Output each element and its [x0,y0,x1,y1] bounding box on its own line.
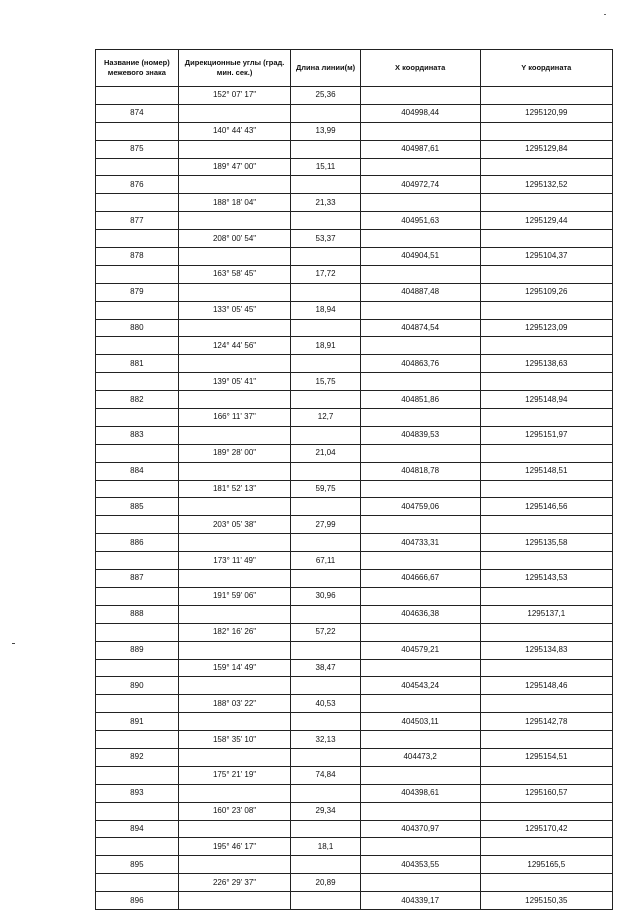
y-coordinate-cell: 1295135,58 [480,534,612,552]
header-marker-name: Название (номер) межевого знака [96,50,179,87]
empty-cell [291,355,360,373]
empty-cell [480,587,612,605]
x-coordinate-cell: 404543,24 [360,677,480,695]
empty-cell [360,480,480,498]
table-row [96,230,613,248]
empty-cell [480,695,612,713]
empty-cell [96,265,179,283]
marker-name-cell: 876 [96,176,179,194]
empty-cell [291,820,360,838]
x-coordinate-cell: 404874,54 [360,319,480,337]
empty-cell [480,265,612,283]
empty-cell [480,516,612,534]
line-length-cell: 20,89 [291,874,360,892]
empty-cell [480,659,612,677]
empty-cell [480,337,612,355]
table-row [96,641,613,659]
empty-cell [291,534,360,552]
table-row [96,766,613,784]
y-coordinate-cell: 1295160,57 [480,784,612,802]
x-coordinate-cell: 404839,53 [360,426,480,444]
x-coordinate-cell: 404733,31 [360,534,480,552]
x-coordinate-cell: 404818,78 [360,462,480,480]
empty-cell [96,659,179,677]
empty-cell [96,230,179,248]
empty-cell [178,176,291,194]
marker-name-cell: 877 [96,212,179,230]
line-length-cell: 30,96 [291,587,360,605]
direction-angle-cell: 139° 05' 41" [178,373,291,391]
direction-angle-cell: 166° 11' 37" [178,409,291,427]
x-coordinate-cell: 404339,17 [360,892,480,910]
table-row [96,677,613,695]
marker-name-cell: 887 [96,570,179,588]
table-row [96,283,613,301]
table-row [96,319,613,337]
x-coordinate-cell: 404579,21 [360,641,480,659]
marker-name-cell: 874 [96,104,179,122]
line-length-cell: 57,22 [291,623,360,641]
header-x-coordinate: X координата [360,50,480,87]
x-coordinate-cell: 404503,11 [360,713,480,731]
empty-cell [178,605,291,623]
empty-cell [291,784,360,802]
empty-cell [178,426,291,444]
table-row [96,695,613,713]
direction-angle-cell: 124° 44' 56" [178,337,291,355]
empty-cell [480,802,612,820]
marker-name-cell: 890 [96,677,179,695]
table-row [96,176,613,194]
line-length-cell: 18,91 [291,337,360,355]
y-coordinate-cell: 1295148,46 [480,677,612,695]
table-row [96,570,613,588]
scan-mark [604,14,606,15]
header-line-length: Длина линии(м) [291,50,360,87]
y-coordinate-cell: 1295170,42 [480,820,612,838]
empty-cell [480,623,612,641]
table-row [96,820,613,838]
empty-cell [360,766,480,784]
direction-angle-cell: 173° 11' 49" [178,552,291,570]
empty-cell [360,552,480,570]
empty-cell [480,409,612,427]
table-row [96,462,613,480]
empty-cell [178,713,291,731]
empty-cell [480,444,612,462]
marker-name-cell: 895 [96,856,179,874]
empty-cell [96,409,179,427]
x-coordinate-cell: 404636,38 [360,605,480,623]
empty-cell [291,283,360,301]
table-row [96,802,613,820]
empty-cell [480,731,612,749]
empty-cell [178,784,291,802]
y-coordinate-cell: 1295104,37 [480,248,612,266]
table-row [96,748,613,766]
empty-cell [360,802,480,820]
x-coordinate-cell: 404851,86 [360,391,480,409]
table-row [96,122,613,140]
marker-name-cell: 888 [96,605,179,623]
empty-cell [178,283,291,301]
x-coordinate-cell: 404972,74 [360,176,480,194]
table-row [96,516,613,534]
empty-cell [480,552,612,570]
line-length-cell: 53,37 [291,230,360,248]
empty-cell [96,480,179,498]
x-coordinate-cell: 404370,97 [360,820,480,838]
empty-cell [291,212,360,230]
table-row [96,140,613,158]
direction-angle-cell: 189° 28' 00" [178,444,291,462]
empty-cell [480,158,612,176]
empty-cell [360,265,480,283]
direction-angle-cell: 226° 29' 37" [178,874,291,892]
table-row [96,498,613,516]
x-coordinate-cell: 404998,44 [360,104,480,122]
empty-cell [360,659,480,677]
empty-cell [96,587,179,605]
line-length-cell: 17,72 [291,265,360,283]
marker-name-cell: 893 [96,784,179,802]
y-coordinate-cell: 1295138,63 [480,355,612,373]
empty-cell [360,516,480,534]
table-header-row [96,50,613,87]
table-row [96,874,613,892]
table-row [96,480,613,498]
marker-name-cell: 883 [96,426,179,444]
empty-cell [291,426,360,444]
marker-name-cell: 882 [96,391,179,409]
marker-name-cell: 875 [96,140,179,158]
empty-cell [96,516,179,534]
empty-cell [291,319,360,337]
x-coordinate-cell: 404666,67 [360,570,480,588]
marker-name-cell: 880 [96,319,179,337]
scan-mark [12,643,15,644]
empty-cell [360,587,480,605]
x-coordinate-cell: 404759,06 [360,498,480,516]
y-coordinate-cell: 1295129,84 [480,140,612,158]
y-coordinate-cell: 1295148,94 [480,391,612,409]
x-coordinate-cell: 404904,51 [360,248,480,266]
marker-name-cell: 889 [96,641,179,659]
y-coordinate-cell: 1295151,97 [480,426,612,444]
empty-cell [96,194,179,212]
empty-cell [96,623,179,641]
empty-cell [96,337,179,355]
table-row [96,409,613,427]
marker-name-cell: 878 [96,248,179,266]
empty-cell [360,122,480,140]
empty-cell [96,301,179,319]
empty-cell [178,212,291,230]
empty-cell [96,731,179,749]
empty-cell [178,319,291,337]
empty-cell [178,892,291,910]
empty-cell [178,820,291,838]
empty-cell [291,248,360,266]
y-coordinate-cell: 1295154,51 [480,748,612,766]
empty-cell [96,444,179,462]
empty-cell [96,838,179,856]
empty-cell [96,373,179,391]
empty-cell [291,892,360,910]
empty-cell [96,552,179,570]
y-coordinate-cell: 1295132,52 [480,176,612,194]
line-length-cell: 21,33 [291,194,360,212]
line-length-cell: 18,1 [291,838,360,856]
empty-cell [480,301,612,319]
empty-cell [96,802,179,820]
empty-cell [360,874,480,892]
empty-cell [178,248,291,266]
x-coordinate-cell: 404863,76 [360,355,480,373]
empty-cell [291,605,360,623]
table-row [96,856,613,874]
empty-cell [291,140,360,158]
table-row [96,391,613,409]
x-coordinate-cell: 404987,61 [360,140,480,158]
header-y-coordinate: Y координата [480,50,612,87]
empty-cell [360,194,480,212]
table-row [96,713,613,731]
empty-cell [360,695,480,713]
marker-name-cell: 885 [96,498,179,516]
empty-cell [360,444,480,462]
empty-cell [360,301,480,319]
empty-cell [96,766,179,784]
table-row [96,337,613,355]
empty-cell [96,122,179,140]
marker-name-cell: 881 [96,355,179,373]
empty-cell [291,176,360,194]
line-length-cell: 13,99 [291,122,360,140]
line-length-cell: 29,34 [291,802,360,820]
empty-cell [360,87,480,105]
empty-cell [291,677,360,695]
empty-cell [291,462,360,480]
table-row [96,212,613,230]
empty-cell [480,194,612,212]
empty-cell [178,462,291,480]
line-length-cell: 67,11 [291,552,360,570]
empty-cell [291,104,360,122]
marker-name-cell: 886 [96,534,179,552]
direction-angle-cell: 175° 21' 19" [178,766,291,784]
empty-cell [291,856,360,874]
direction-angle-cell: 159° 14' 49" [178,659,291,677]
y-coordinate-cell: 1295143,53 [480,570,612,588]
line-length-cell: 40,53 [291,695,360,713]
table-row [96,158,613,176]
empty-cell [178,498,291,516]
y-coordinate-cell: 1295150,35 [480,892,612,910]
empty-cell [480,87,612,105]
table-row [96,104,613,122]
boundary-coordinates-table [95,49,613,910]
empty-cell [178,570,291,588]
table-row [96,892,613,910]
empty-cell [291,641,360,659]
table-row [96,784,613,802]
line-length-cell: 15,11 [291,158,360,176]
empty-cell [291,748,360,766]
line-length-cell: 27,99 [291,516,360,534]
x-coordinate-cell: 404473,2 [360,748,480,766]
y-coordinate-cell: 1295134,83 [480,641,612,659]
table-row [96,355,613,373]
marker-name-cell: 884 [96,462,179,480]
direction-angle-cell: 158° 35' 10" [178,731,291,749]
direction-angle-cell: 160° 23' 08" [178,802,291,820]
table-row [96,587,613,605]
empty-cell [360,373,480,391]
empty-cell [291,570,360,588]
marker-name-cell: 879 [96,283,179,301]
y-coordinate-cell: 1295123,09 [480,319,612,337]
empty-cell [480,838,612,856]
line-length-cell: 25,36 [291,87,360,105]
empty-cell [480,122,612,140]
line-length-cell: 12,7 [291,409,360,427]
direction-angle-cell: 189° 47' 00" [178,158,291,176]
x-coordinate-cell: 404887,48 [360,283,480,301]
empty-cell [178,677,291,695]
empty-cell [480,480,612,498]
empty-cell [360,230,480,248]
direction-angle-cell: 152° 07' 17" [178,87,291,105]
table-row [96,265,613,283]
table-body [96,87,613,910]
empty-cell [480,874,612,892]
empty-cell [480,230,612,248]
y-coordinate-cell: 1295137,1 [480,605,612,623]
empty-cell [96,87,179,105]
line-length-cell: 32,13 [291,731,360,749]
marker-name-cell: 894 [96,820,179,838]
y-coordinate-cell: 1295129,44 [480,212,612,230]
direction-angle-cell: 188° 03' 22" [178,695,291,713]
empty-cell [178,856,291,874]
table-row [96,87,613,105]
table-row [96,373,613,391]
line-length-cell: 18,94 [291,301,360,319]
empty-cell [178,104,291,122]
table-row [96,623,613,641]
line-length-cell: 74,84 [291,766,360,784]
empty-cell [96,874,179,892]
header-direction-angle: Дирекционные углы (град. мин. сек.) [178,50,291,87]
direction-angle-cell: 163° 58' 45" [178,265,291,283]
table-row [96,838,613,856]
direction-angle-cell: 195° 46' 17" [178,838,291,856]
table-row [96,194,613,212]
empty-cell [178,140,291,158]
table-row [96,444,613,462]
empty-cell [480,766,612,784]
empty-cell [178,534,291,552]
empty-cell [291,498,360,516]
direction-angle-cell: 191° 59' 06" [178,587,291,605]
line-length-cell: 59,75 [291,480,360,498]
direction-angle-cell: 133° 05' 45" [178,301,291,319]
table-row [96,731,613,749]
direction-angle-cell: 203° 05' 38" [178,516,291,534]
direction-angle-cell: 181° 52' 13" [178,480,291,498]
y-coordinate-cell: 1295120,99 [480,104,612,122]
table-row [96,659,613,677]
empty-cell [96,158,179,176]
empty-cell [178,748,291,766]
table-row [96,552,613,570]
empty-cell [360,409,480,427]
x-coordinate-cell: 404398,61 [360,784,480,802]
y-coordinate-cell: 1295148,51 [480,462,612,480]
empty-cell [360,731,480,749]
direction-angle-cell: 188° 18' 04" [178,194,291,212]
line-length-cell: 15,75 [291,373,360,391]
empty-cell [291,713,360,731]
table-row [96,426,613,444]
marker-name-cell: 891 [96,713,179,731]
x-coordinate-cell: 404951,63 [360,212,480,230]
table-row [96,248,613,266]
empty-cell [291,391,360,409]
x-coordinate-cell: 404353,55 [360,856,480,874]
line-length-cell: 21,04 [291,444,360,462]
table-row [96,605,613,623]
empty-cell [178,391,291,409]
direction-angle-cell: 140° 44' 43" [178,122,291,140]
empty-cell [360,838,480,856]
empty-cell [480,373,612,391]
empty-cell [178,641,291,659]
empty-cell [360,158,480,176]
y-coordinate-cell: 1295146,56 [480,498,612,516]
empty-cell [360,337,480,355]
marker-name-cell: 892 [96,748,179,766]
empty-cell [96,695,179,713]
direction-angle-cell: 182° 16' 26" [178,623,291,641]
y-coordinate-cell: 1295142,78 [480,713,612,731]
line-length-cell: 38,47 [291,659,360,677]
table-row [96,534,613,552]
table-row [96,301,613,319]
empty-cell [178,355,291,373]
y-coordinate-cell: 1295109,26 [480,283,612,301]
marker-name-cell: 896 [96,892,179,910]
direction-angle-cell: 208° 00' 54" [178,230,291,248]
empty-cell [360,623,480,641]
y-coordinate-cell: 1295165,5 [480,856,612,874]
